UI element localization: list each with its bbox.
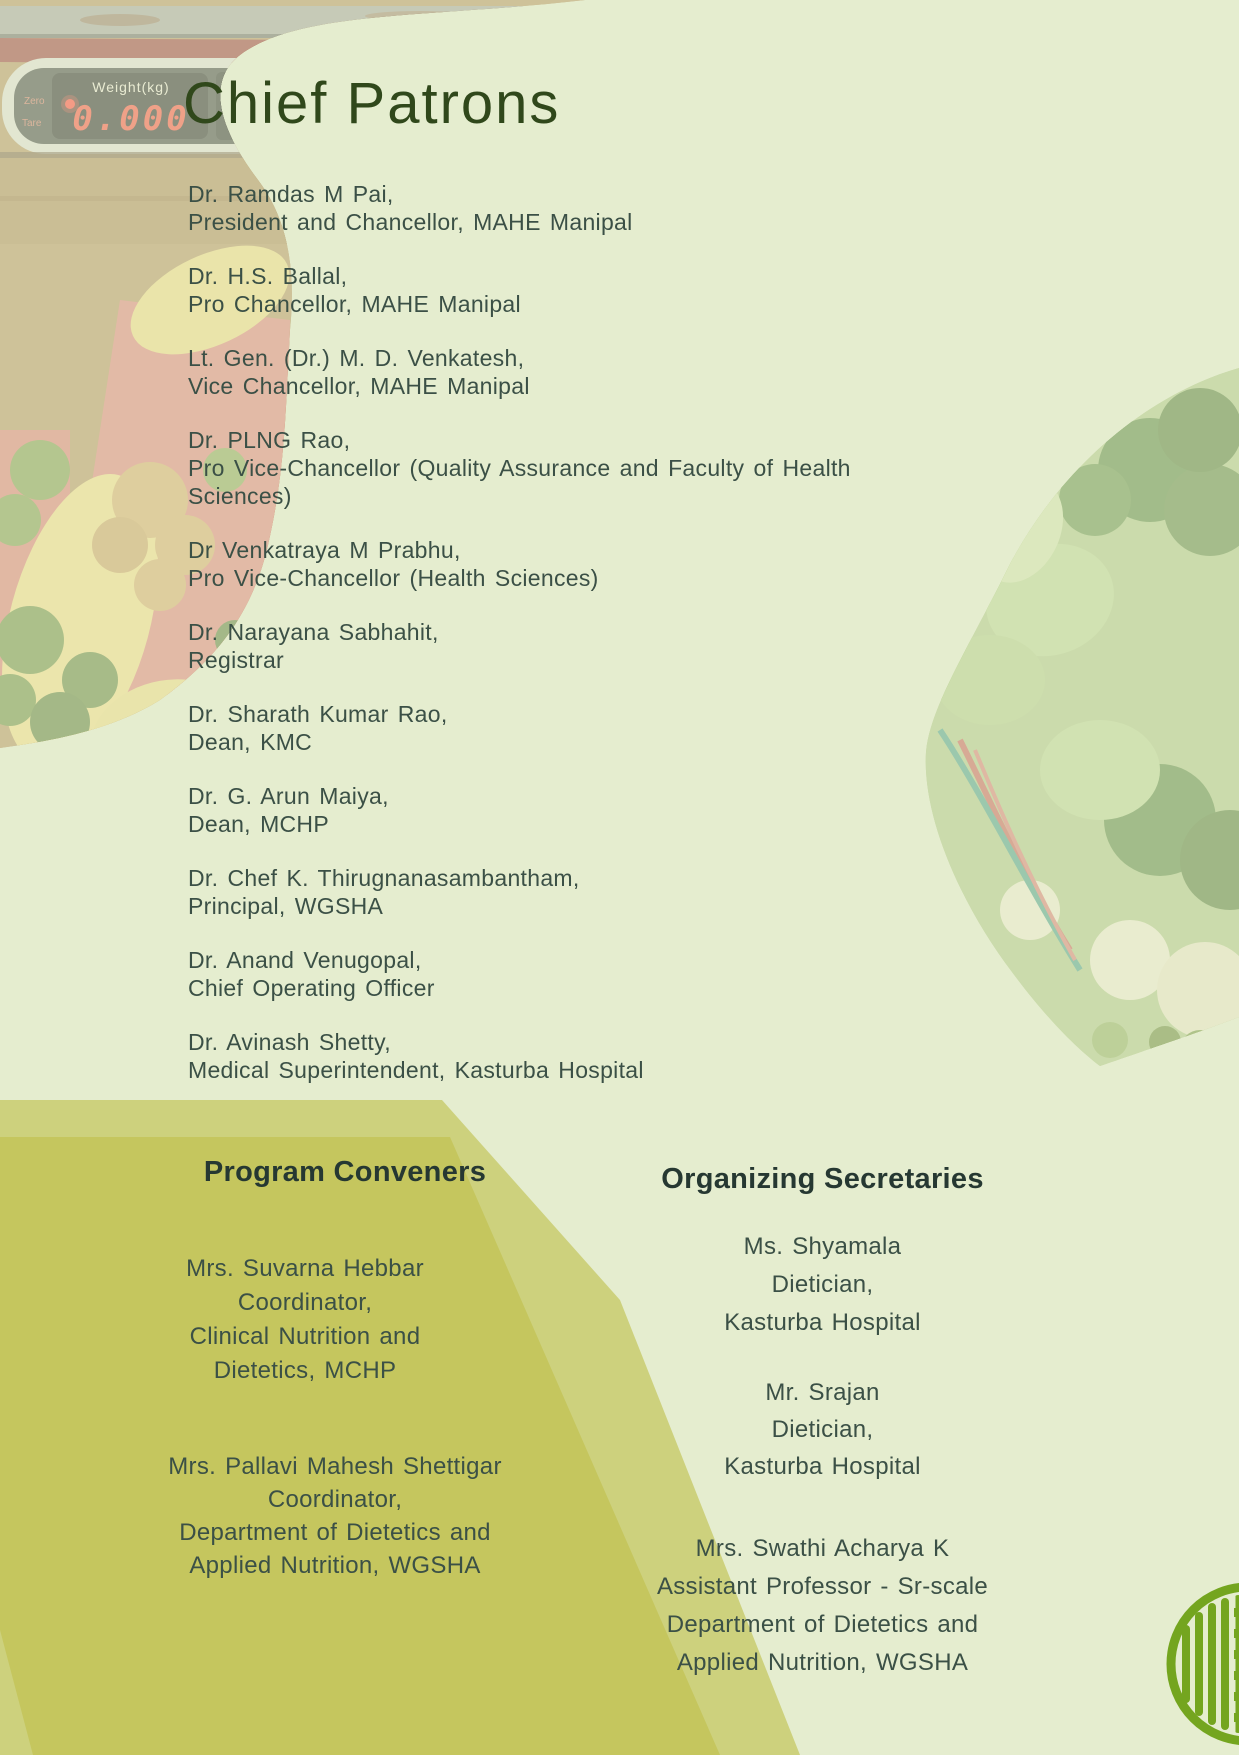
page-title: Chief Patrons: [183, 71, 561, 136]
secretary-line: Kasturba Hospital: [724, 1453, 921, 1480]
patron-name: Dr. Narayana Sabhahit,: [188, 619, 439, 645]
secretary-line: Assistant Professor - Sr-scale: [656, 1573, 989, 1600]
patron-entry: [188, 344, 948, 400]
convener-line: Mrs. Pallavi Mahesh Shettigar: [168, 1453, 502, 1480]
secretary-line: Applied Nutrition, WGSHA: [676, 1649, 969, 1676]
vegetables-photo: [900, 350, 1239, 1070]
patron-entry: [188, 536, 948, 592]
secretary-line: Mr. Srajan: [765, 1379, 880, 1406]
patron-name: Dr. PLNG Rao,: [188, 427, 351, 453]
convener-group: [95, 1450, 575, 1582]
patron-role: Pro Chancellor, MAHE Manipal: [188, 291, 521, 317]
secretary-line: Kasturba Hospital: [724, 1309, 921, 1336]
secretary-line: Department of Dietetics and: [666, 1611, 979, 1638]
patron-entry: [188, 1028, 948, 1084]
patron-name: Dr. Avinash Shetty,: [188, 1029, 391, 1055]
patron-name: Dr. Chef K. Thirugnanasambantham,: [188, 865, 580, 891]
convener-line: Coordinator,: [237, 1289, 373, 1316]
patron-role: Principal, WGSHA: [188, 893, 384, 919]
striped-melon-icon: [1150, 1576, 1239, 1752]
secretary-group: [630, 1228, 1015, 1342]
secretary-line: Dietician,: [771, 1416, 874, 1443]
patron-name: Lt. Gen. (Dr.) M. D. Venkatesh,: [188, 345, 525, 371]
patrons-list: [188, 180, 948, 1110]
organizing-secretaries-heading: Organizing Secretaries: [661, 1163, 984, 1195]
secretary-line: Dietician,: [771, 1271, 874, 1298]
patron-role: President and Chancellor, MAHE Manipal: [188, 209, 633, 235]
patron-entry: [188, 426, 948, 510]
patron-name: Dr Venkatraya M Prabhu,: [188, 537, 461, 563]
secretary-group: [610, 1530, 1035, 1682]
convener-line: Dietetics, MCHP: [213, 1357, 397, 1384]
patron-entry: [188, 180, 948, 236]
patron-name: Dr. Anand Venugopal,: [188, 947, 422, 973]
patron-role: Pro Vice-Chancellor (Quality Assurance and Faculty of Health Sciences): [188, 455, 851, 509]
patron-role: Pro Vice-Chancellor (Health Sciences): [188, 565, 599, 591]
convener-line: Applied Nutrition, WGSHA: [189, 1552, 481, 1579]
veg-pale-wash: [900, 350, 1239, 1070]
convener-line: Department of Dietetics and: [179, 1519, 491, 1546]
patron-role: Vice Chancellor, MAHE Manipal: [188, 373, 530, 399]
patron-entry: [188, 946, 948, 1002]
patron-entry: [188, 618, 948, 674]
patron-entry: [188, 782, 948, 838]
convener-group: [110, 1252, 500, 1388]
convener-line: Coordinator,: [267, 1486, 403, 1513]
patron-entry: [188, 262, 948, 318]
patron-role: Chief Operating Officer: [188, 975, 435, 1001]
patron-name: Dr. Ramdas M Pai,: [188, 181, 394, 207]
convener-line: Clinical Nutrition and: [189, 1323, 421, 1350]
patron-role: Dean, MCHP: [188, 811, 329, 837]
patron-entry: [188, 864, 948, 920]
patron-name: Dr. Sharath Kumar Rao,: [188, 701, 448, 727]
patron-entry: [188, 700, 948, 756]
convener-line: Mrs. Suvarna Hebbar: [186, 1255, 424, 1282]
patron-role: Registrar: [188, 647, 285, 673]
patron-name: Dr. G. Arun Maiya,: [188, 783, 389, 809]
patron-role: Medical Superintendent, Kasturba Hospital: [188, 1057, 644, 1083]
patron-role: Dean, KMC: [188, 729, 313, 755]
secretary-group: [630, 1374, 1015, 1485]
program-conveners-heading: Program Conveners: [203, 1156, 487, 1188]
patron-name: Dr. H.S. Ballal,: [188, 263, 348, 289]
secretary-line: Mrs. Swathi Acharya K: [695, 1535, 950, 1562]
secretary-line: Ms. Shyamala: [743, 1233, 902, 1260]
